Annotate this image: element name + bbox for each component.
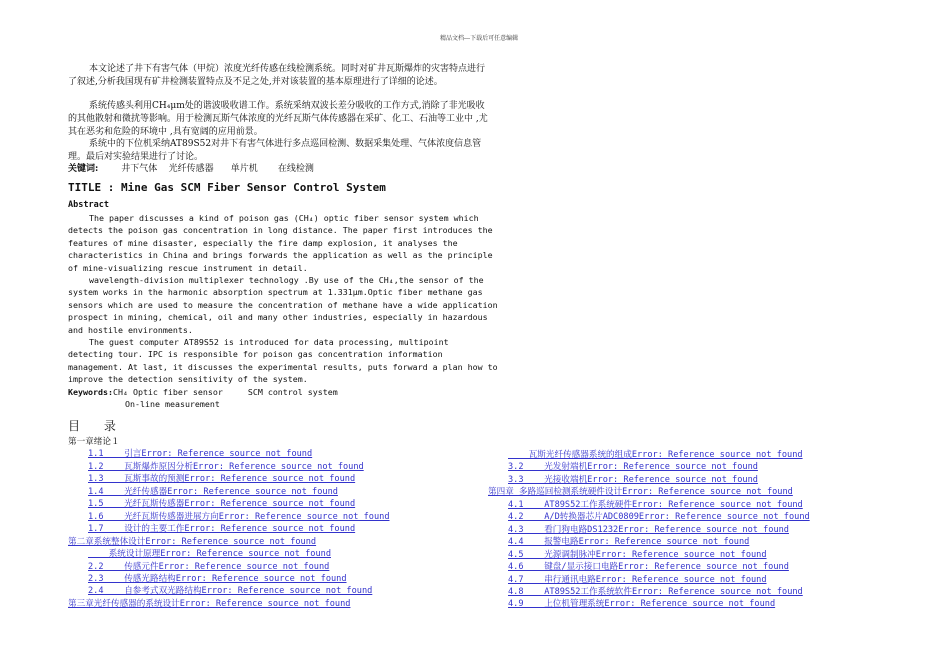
en-keywords-line-2: On-line measurement [125,399,220,410]
zh-keywords-label: 关键词: [68,164,99,174]
english-title: TITLE : Mine Gas SCM Fiber Sensor Control System [68,181,386,194]
toc-entry[interactable]: 4.9 上位机管理系统Error: Reference source not found [508,599,776,610]
en-keywords-line-1: CH₄ Optic fiber sensor SCM control system [112,387,338,397]
zh-abstract-paragraph-1: 本文论述了井下有害气体（甲烷）浓度光纤传感在线检测系统。同时对矿井瓦斯爆炸的灾害特点进行了叙述,分析我国现有矿井检测装置特点及不足之处,并对该装置的基本原理进行了详细的论述。 [68,64,486,87]
toc-entry[interactable]: 1.7 设计的主要工作Error: Reference source not found [88,524,356,535]
toc-entry[interactable]: 3.3 光接收端机Error: Reference source not found [508,474,758,485]
toc-right-column [488,449,810,611]
en-abstract-paragraph-1: The paper discusses a kind of poison gas (CH₄) optic fiber sensor system which detects the poison gas concentration in long distance. The paper first introduces the features of mine disaster, especially the fire damp explosion, it analyses the characteristics in China and brings forwards the application as well as the principle of mine-visualizing rescue instrument in detail. [68,213,493,273]
toc-entry[interactable]: 2.2 传感元件Error: Reference source not found [88,561,330,572]
toc-entry[interactable]: 瓦斯光纤传感器系统的组成Error: Reference source not found [508,450,803,460]
toc-entry[interactable]: 3.2 光发射端机Error: Reference source not found [508,462,758,473]
toc-left-column [68,436,390,610]
toc-entry[interactable]: 1.3 瓦斯事故的预测Error: Reference source not found [88,474,356,485]
en-abstract-paragraph-3: The guest computer AT89S52 is introduced for data processing, multipoint detecting tour. IPC is responsible for poison gas concentration information management. At last, it discusses the experimental results, puts forward a plan how to improve the detection sensitivity of the system. [68,337,498,385]
toc-entry[interactable]: 2.3 传感光路结构Error: Reference source not found [88,573,347,584]
toc-entry[interactable]: 4.4 报警电路Error: Reference source not found [508,537,750,548]
toc-entry[interactable]: 1.6 光纤瓦斯传感器进展方向Error: Reference source not found [88,511,390,522]
en-keywords-block [68,386,498,411]
toc-entry[interactable]: 第四章 多路巡回检测系统硬件设计Error: Reference source not found [488,487,793,498]
toc-entry[interactable]: 系统设计原理Error: Reference source not found [88,549,331,560]
toc-entry[interactable]: 1.5 光纤瓦斯传感器Error: Reference source not found [88,499,356,510]
toc-entry[interactable]: 4.8 AT89S52工作系统软件Error: Reference source not found [508,586,803,597]
en-abstract-paragraph-2: wavelength-division multiplexer technology .By use of the CH₄,the sensor of the system works in the harmonic absorption spectrum at 1.331μm.Optic fiber methane gas sensors which are used to measure the concentration of methane have a wide application prospect in mining, chemical, oil and many other industries, especially in hazardous and hostile environments. [68,275,498,335]
en-keywords-label: Keywords: [68,387,113,397]
toc-heading: 目 录 [68,419,126,433]
abstract-heading: Abstract [68,200,109,210]
toc-entry[interactable]: 1.4 光纤传感器Error: Reference source not found [88,486,338,497]
zh-abstract-paragraph-2: 系统传感头利用CH₄μm处的谐波吸收谱工作。系统采纳双波长差分吸收的工作方式,消除了非光吸收的其他散射和微扰等影响。用于检测瓦斯气体浓度的光纤瓦斯气体传感器在采矿、化工、石油等工业中 ,尤其在恶劣和危险的环境中 ,具有宽阔的应用前景。 [68,101,488,137]
toc-entry[interactable]: 4.2 A/D转换器芯片ADC0809Error: Reference source not found [508,512,810,523]
toc-entry[interactable]: 1.2 瓦斯爆炸原因分析Error: Reference source not found [88,461,364,472]
toc-entry[interactable]: 4.5 光源调制脉冲Error: Reference source not found [508,549,767,560]
toc-entry[interactable]: 2.4 自参考式双光路结构Error: Reference source not found [88,586,373,597]
zh-keywords-line [68,163,488,176]
zh-keywords: 井下气体 光纤传感器 单片机 在线检测 [121,164,314,174]
toc-entry[interactable]: 第三章光纤传感器的系统设计Error: Reference source not found [68,598,351,609]
toc-entry[interactable]: 第二章系统整体设计Error: Reference source not found [68,536,317,547]
toc-entry[interactable]: 4.3 看门狗电路DS1232Error: Reference source not found [508,524,789,535]
page-header-note: 精品文档---下载后可任意编辑 [440,35,519,42]
toc-entry[interactable]: 4.1 AT89S52工作系统硬件Error: Reference source not found [508,499,803,510]
toc-entry: 第一章绪论１ [68,437,120,447]
toc-entry[interactable]: 1.1 引言Error: Reference source not found [88,449,313,460]
zh-abstract-paragraph-3: 系统中的下位机采纳AT89S52对井下有害气体进行多点巡回检测、数据采集处理、气体浓度信息管理。最后对实验结果进行了讨论。 [68,139,482,162]
toc-entry[interactable]: 4.6 键盘/显示接口电路Error: Reference source not found [508,562,789,573]
toc-entry[interactable]: 4.7 串行通讯电路Error: Reference source not found [508,574,767,585]
